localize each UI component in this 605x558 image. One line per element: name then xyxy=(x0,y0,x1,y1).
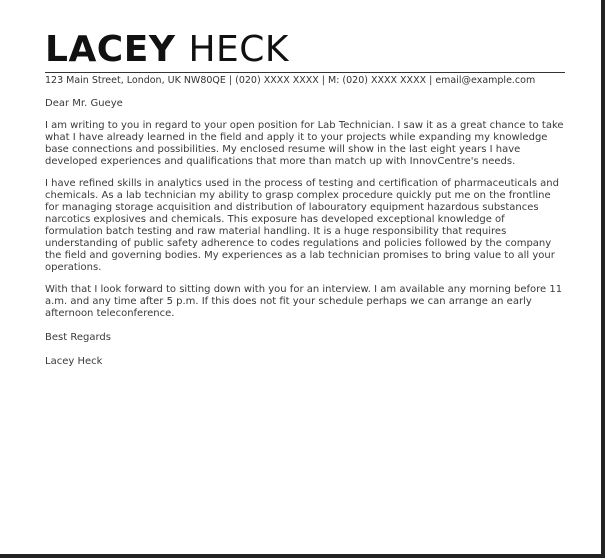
paragraph-3: With that I look forward to sitting down with you for an interview. I am available any morning before 11 a.m. and any time after 5 p.m. If this does not fit your schedule perhaps we can arrange an early afternoon teleconference. xyxy=(45,284,563,319)
header-divider xyxy=(45,72,565,73)
paragraph-1: I am writing to you in regard to your open position for Lab Technician. I saw it as a great chance to take what I have already learned in the field and apply it to your projects while expanding my knowledge base connections and possibilities. My enclosed resume will show in the last eight years I have developed experiences and qualifications that more than match up with InnovCentre's needs. xyxy=(45,120,564,167)
salutation: Dear Mr. Gueye xyxy=(45,98,123,109)
applicant-name xyxy=(45,30,565,70)
closing: Best Regards xyxy=(45,332,111,343)
letter-content xyxy=(45,30,565,368)
paragraph-2: I have refined skills in analytics used in the process of testing and certification of pharmaceuticals and chemicals. As a lab technician my ability to grasp complex procedure quickly put me on the frontline for managing storage acquisition and distribution of labouratory equipment hazardous substances narcotics explosives and chemicals. This exposure has developed exceptional knowledge of formulation batch testing and raw material handling. It is a huge responsibility that requires understanding of public safety adherence to codes regulations and policies followed by the company the field and governing bodies. My experiences as a lab technician promises to bring value to all your operations. xyxy=(45,178,559,273)
applicant-last-name: HECK xyxy=(188,29,289,70)
applicant-first-name: LACEY xyxy=(45,29,176,70)
letter-body xyxy=(45,98,565,368)
contact-line: 123 Main Street, London, UK NW80QE | (020) XXXX XXXX | M: (020) XXXX XXXX | email@example.com xyxy=(45,75,536,86)
signature: Lacey Heck xyxy=(45,356,103,367)
